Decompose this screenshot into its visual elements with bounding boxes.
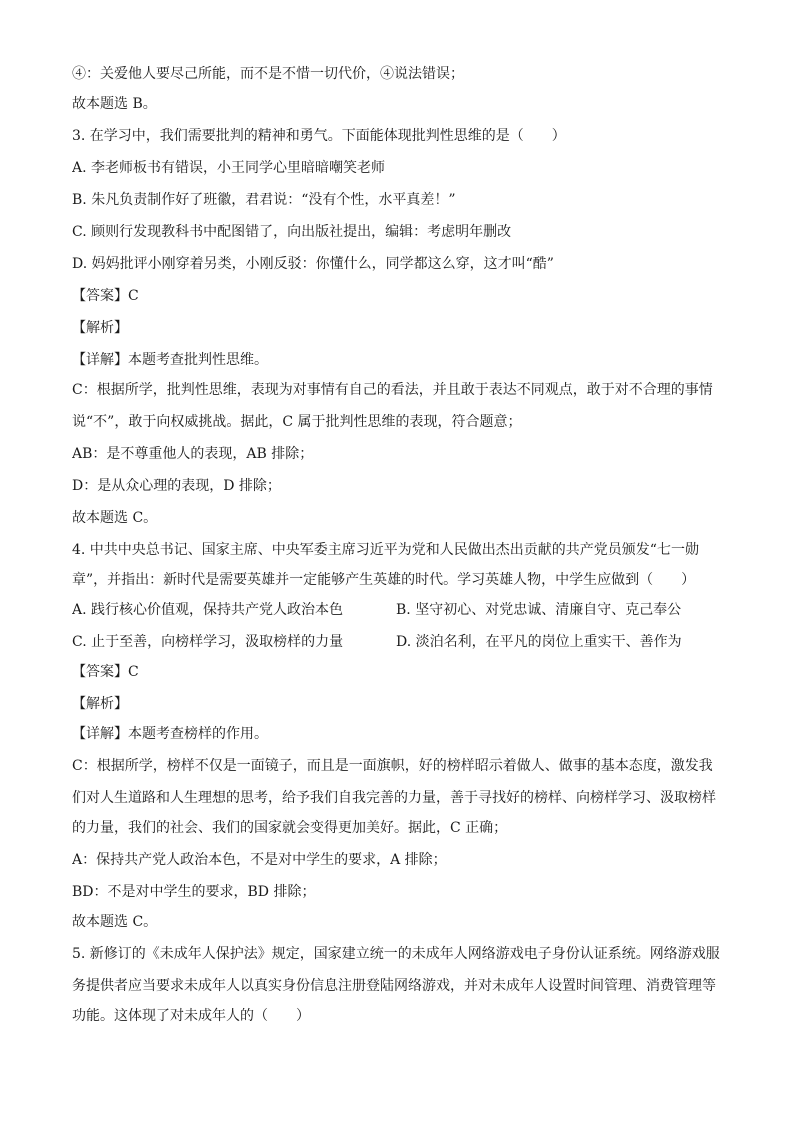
text-line: 故本题选 C。	[72, 914, 158, 930]
text-line: ④：关爱他人要尽己所能，而不是不惜一切代价，④说法错误；	[72, 66, 464, 82]
question-4-options-row	[72, 600, 722, 620]
question-3-stem: 3. 在学习中，我们需要批判的精神和勇气。下面能体现批判性思维的是（ ）	[72, 128, 566, 144]
analysis-label: 【解析】	[72, 320, 128, 336]
answer-label: 【答案】C	[72, 664, 139, 680]
question-4-option-b: B. 坚守初心、对党忠诚、清廉自守、克己奉公	[396, 602, 682, 618]
question-3-option-c: C. 顾则行发现教科书中配图错了，向出版社提出，编辑：考虑明年删改	[72, 224, 512, 240]
text-line: C：根据所学，榜样不仅是一面镜子，而且是一面旗帜，好的榜样昭示着做人、做事的基本态度，激发我	[72, 758, 713, 774]
question-3-option-d: D. 妈妈批评小刚穿着另类，小刚反驳：你懂什么，同学都这么穿，这才叫“酷”	[72, 256, 554, 272]
text-line: 故本题选 B。	[72, 96, 157, 112]
question-5-stem-cont: 功能。这体现了对未成年人的（ ）	[72, 1008, 310, 1024]
text-line: 的力量，我们的社会、我们的国家就会变得更加美好。据此，C 正确；	[72, 820, 508, 836]
question-4-option-d: D. 淡泊名利，在平凡的岗位上重实干、善作为	[396, 634, 682, 650]
answer-label: 【答案】C	[72, 288, 139, 304]
question-3-option-b: B. 朱凡负责制作好了班徽，君君说：“没有个性，水平真差！”	[72, 192, 456, 208]
text-line: D：是从众心理的表现，D 排除；	[72, 478, 281, 494]
text-line: 说“不”，敢于向权威挑战。据此，C 属于批判性思维的表现，符合题意；	[72, 414, 522, 430]
question-4-options-row	[72, 632, 722, 652]
question-5-stem-cont: 务提供者应当要求未成年人以真实身份信息注册登陆网络游戏，并对未成年人设置时间管理、消费管理等	[72, 978, 716, 994]
detail-label: 【详解】本题考查榜样的作用。	[72, 726, 268, 742]
text-line: BD：不是对中学生的要求，BD 排除；	[72, 884, 316, 900]
detail-label: 【详解】本题考查批判性思维。	[72, 352, 268, 368]
question-4-stem-cont: 章”，并指出：新时代是需要英雄并一定能够产生英雄的时代。学习英雄人物，中学生应做到（ ）	[72, 572, 696, 588]
text-line: C：根据所学，批判性思维，表现为对事情有自己的看法，并且敢于表达不同观点，敢于对不合理的事情	[72, 382, 713, 398]
text-line: AB：是不尊重他人的表现，AB 排除；	[72, 446, 314, 462]
question-4-option-c: C. 止于至善，向榜样学习，汲取榜样的力量	[72, 634, 344, 650]
question-5-stem: 5. 新修订的《未成年人保护法》规定，国家建立统一的未成年人网络游戏电子身份认证系统。网络游戏服	[72, 946, 720, 962]
question-3-option-a: A. 李老师板书有错误，小王同学心里暗暗嘲笑老师	[72, 160, 386, 176]
text-line: 故本题选 C。	[72, 510, 158, 526]
analysis-label: 【解析】	[72, 696, 128, 712]
question-4-option-a: A. 践行核心价值观，保持共产党人政治本色	[72, 602, 344, 618]
text-line: A：保持共产党人政治本色，不是对中学生的要求，A 排除；	[72, 852, 447, 868]
question-4-stem: 4. 中共中央总书记、国家主席、中央军委主席习近平为党和人民做出杰出贡献的共产党员颁发“七一勋	[72, 542, 699, 558]
text-line: 们对人生道路和人生理想的思考，给予我们自我完善的力量，善于寻找好的榜样、向榜样学习、汲取榜样	[72, 790, 716, 806]
